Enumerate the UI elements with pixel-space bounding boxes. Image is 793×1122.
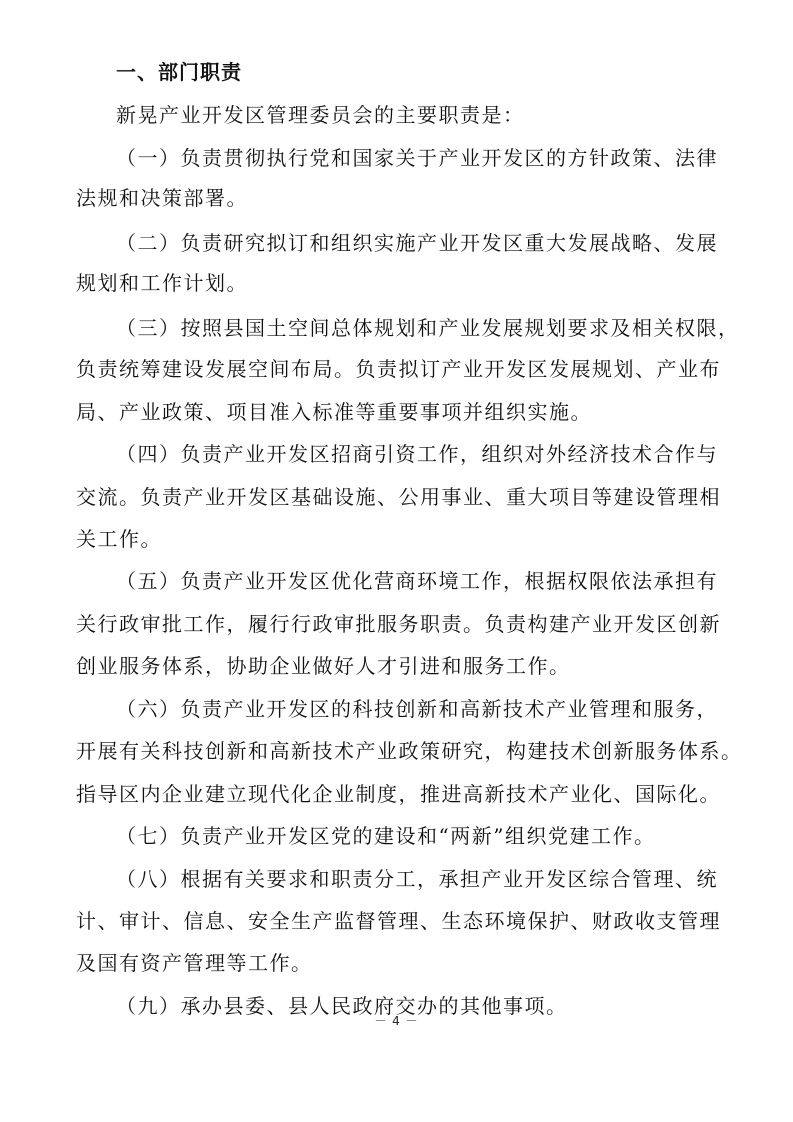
- item-1-line-1: （一）负责贯彻执行党和国家关于产业开发区的方针政策、法律: [116, 146, 718, 170]
- item-2-line-1: （二）负责研究拟订和组织实施产业开发区重大发展战略、发展: [116, 231, 718, 255]
- item-7-line-1: （七）负责产业开发区党的建设和“两新”组织党建工作。: [116, 824, 656, 848]
- item-6-line-2: 开展有关科技创新和高新技术产业政策研究，构建技术创新服务体系。: [76, 739, 743, 763]
- intro-paragraph: 新晃产业开发区管理委员会的主要职责是：: [116, 103, 525, 127]
- item-3-line-2: 负责统筹建设发展空间布局。负责拟订产业开发区发展规划、产业布: [76, 357, 721, 381]
- item-4-line-3: 关工作。: [76, 527, 162, 551]
- section-heading: 一、部门职责: [116, 60, 242, 84]
- item-5-line-1: （五）负责产业开发区优化营商环境工作，根据权限依法承担有: [116, 569, 718, 593]
- item-3-line-3: 局、产业政策、项目准入标准等重要事项并组织实施。: [76, 400, 592, 424]
- page-number: － 4 －: [374, 1014, 419, 1028]
- item-6-line-3: 指导区内企业建立现代化企业制度，推进高新技术产业化、国际化。: [76, 782, 721, 806]
- item-6-line-1: （六）负责产业开发区的科技创新和高新技术产业管理和服务，: [116, 697, 718, 721]
- item-8-line-1: （八）根据有关要求和职责分工，承担产业开发区综合管理、统: [116, 867, 718, 891]
- item-1-line-2: 法规和决策部署。: [76, 186, 248, 210]
- item-3-line-1: （三）按照县国土空间总体规划和产业发展规划要求及相关权限，: [116, 316, 740, 340]
- item-4-line-1: （四）负责产业开发区招商引资工作，组织对外经济技术合作与: [116, 442, 718, 466]
- item-5-line-3: 创业服务体系，协助企业做好人才引进和服务工作。: [76, 654, 571, 678]
- item-9-line-1: （九）承办县委、县人民政府交办的其他事项。: [116, 994, 568, 1018]
- item-8-line-2: 计、审计、信息、安全生产监督管理、生态环境保护、财政收支管理: [76, 909, 721, 933]
- item-4-line-2: 交流。负责产业开发区基础设施、公用事业、重大项目等建设管理相: [76, 485, 721, 509]
- item-5-line-2: 关行政审批工作，履行行政审批服务职责。负责构建产业开发区创新: [76, 612, 721, 636]
- item-8-line-3: 及国有资产管理等工作。: [76, 951, 313, 975]
- item-2-line-2: 规划和工作计划。: [76, 271, 248, 295]
